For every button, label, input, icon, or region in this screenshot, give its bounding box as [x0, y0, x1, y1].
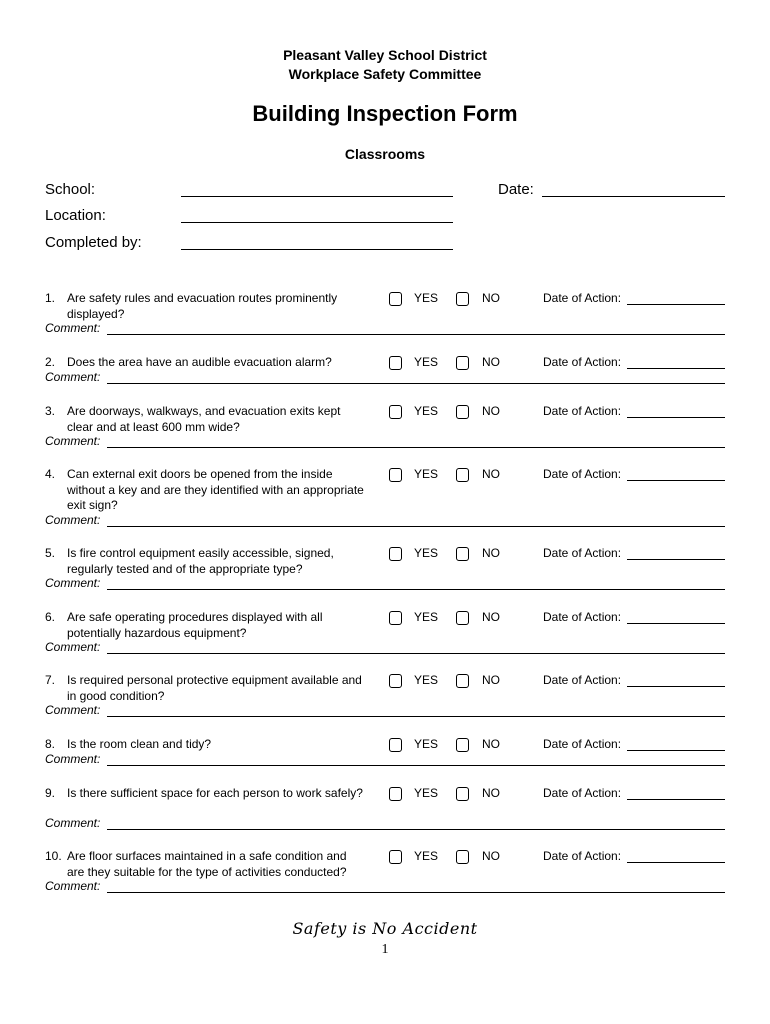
yes-label: YES	[414, 786, 439, 800]
comment-label: Comment:	[45, 434, 101, 448]
comment-label: Comment:	[45, 576, 101, 590]
date-of-action-label: Date of Action:	[543, 673, 622, 687]
question-text: Are doorways, walkways, and evacuation exits kept clear and at least 600 mm wide?	[67, 404, 341, 434]
question-number: 7.	[45, 673, 56, 687]
yes-label: YES	[414, 467, 439, 481]
question-number: 4.	[45, 467, 56, 481]
date-field[interactable]	[542, 196, 725, 197]
date-of-action-field[interactable]	[627, 623, 725, 624]
comment-label: Comment:	[45, 816, 101, 830]
date-of-action-label: Date of Action:	[543, 404, 622, 418]
date-of-action-label: Date of Action:	[543, 610, 622, 624]
no-checkbox[interactable]	[456, 850, 469, 864]
no-label: NO	[482, 610, 500, 624]
question-7	[45, 673, 770, 733]
question-9	[45, 786, 770, 846]
question-number: 1.	[45, 291, 56, 305]
yes-checkbox[interactable]	[389, 850, 402, 864]
yes-checkbox[interactable]	[389, 738, 402, 752]
no-checkbox[interactable]	[456, 547, 469, 561]
yes-label: YES	[414, 673, 439, 687]
question-number: 5.	[45, 546, 56, 560]
date-of-action-field[interactable]	[627, 750, 725, 751]
location-label: Location:	[45, 207, 106, 224]
yes-label: YES	[414, 404, 439, 418]
date-of-action-label: Date of Action:	[543, 546, 622, 560]
date-of-action-label: Date of Action:	[543, 849, 622, 863]
no-label: NO	[482, 786, 500, 800]
no-checkbox[interactable]	[456, 468, 469, 482]
date-of-action-field[interactable]	[627, 480, 725, 481]
comment-label: Comment:	[45, 879, 101, 893]
committee-name: Workplace Safety Committee	[288, 66, 482, 82]
question-text: Can external exit doors be opened from the inside without a key and are they identified with an appropriate exit sign?	[67, 467, 364, 512]
district-name: Pleasant Valley School District	[283, 47, 487, 63]
question-10	[45, 849, 770, 909]
question-4	[45, 467, 770, 527]
yes-label: YES	[414, 610, 439, 624]
date-of-action-field[interactable]	[627, 304, 725, 305]
date-of-action-field[interactable]	[627, 368, 725, 369]
comment-field[interactable]	[107, 589, 725, 590]
yes-label: YES	[414, 737, 439, 751]
yes-checkbox[interactable]	[389, 356, 402, 370]
date-of-action-field[interactable]	[627, 862, 725, 863]
no-checkbox[interactable]	[456, 292, 469, 306]
date-of-action-label: Date of Action:	[543, 291, 622, 305]
date-of-action-field[interactable]	[627, 799, 725, 800]
comment-label: Comment:	[45, 370, 101, 384]
no-checkbox[interactable]	[456, 738, 469, 752]
location-field[interactable]	[181, 222, 453, 223]
question-text: Does the area have an audible evacuation alarm?	[67, 355, 332, 369]
question-6	[45, 610, 770, 670]
comment-label: Comment:	[45, 703, 101, 717]
date-of-action-field[interactable]	[627, 686, 725, 687]
comment-field[interactable]	[107, 334, 725, 335]
yes-checkbox[interactable]	[389, 405, 402, 419]
question-3	[45, 404, 770, 464]
question-number: 6.	[45, 610, 56, 624]
question-number: 3.	[45, 404, 56, 418]
question-number: 8.	[45, 737, 56, 751]
no-label: NO	[482, 546, 500, 560]
question-text: Is required personal protective equipment available and in good condition?	[67, 673, 362, 703]
yes-checkbox[interactable]	[389, 611, 402, 625]
yes-label: YES	[414, 546, 439, 560]
question-text: Is fire control equipment easily accessible, signed, regularly tested and of the appropriate type?	[67, 546, 334, 576]
comment-field[interactable]	[107, 829, 725, 830]
question-1	[45, 291, 770, 351]
comment-field[interactable]	[107, 716, 725, 717]
yes-label: YES	[414, 355, 439, 369]
no-label: NO	[482, 355, 500, 369]
no-checkbox[interactable]	[456, 611, 469, 625]
date-of-action-field[interactable]	[627, 559, 725, 560]
no-label: NO	[482, 849, 500, 863]
question-text: Is the room clean and tidy?	[67, 737, 212, 751]
date-of-action-label: Date of Action:	[543, 355, 622, 369]
school-label: School:	[45, 181, 96, 198]
comment-label: Comment:	[45, 752, 101, 766]
form-subtitle: Classrooms	[344, 146, 426, 162]
question-number: 2.	[45, 355, 56, 369]
comment-label: Comment:	[45, 321, 101, 335]
yes-checkbox[interactable]	[389, 292, 402, 306]
question-text: Are floor surfaces maintained in a safe condition and are they suitable for the type of activities conducted?	[67, 849, 347, 879]
yes-checkbox[interactable]	[389, 787, 402, 801]
yes-checkbox[interactable]	[389, 468, 402, 482]
date-of-action-label: Date of Action:	[543, 786, 622, 800]
question-text: Are safe operating procedures displayed with all potentially hazardous equipment?	[67, 610, 323, 640]
page-number: 1	[381, 942, 389, 957]
date-of-action-field[interactable]	[627, 417, 725, 418]
comment-field[interactable]	[107, 892, 725, 893]
no-label: NO	[482, 737, 500, 751]
date-of-action-label: Date of Action:	[543, 467, 622, 481]
no-label: NO	[482, 673, 500, 687]
yes-label: YES	[414, 291, 439, 305]
no-label: NO	[482, 291, 500, 305]
comment-label: Comment:	[45, 640, 101, 654]
date-of-action-label: Date of Action:	[543, 737, 622, 751]
safety-motto: Safety is No Accident	[292, 919, 478, 938]
school-field[interactable]	[181, 196, 453, 197]
completed-by-label: Completed by:	[45, 234, 142, 251]
no-checkbox[interactable]	[456, 356, 469, 370]
no-checkbox[interactable]	[456, 787, 469, 801]
question-text: Is there sufficient space for each person to work safely?	[67, 786, 363, 800]
comment-field[interactable]	[107, 653, 725, 654]
comment-field[interactable]	[107, 447, 725, 448]
comment-field[interactable]	[107, 383, 725, 384]
comment-label: Comment:	[45, 513, 101, 527]
question-text: Are safety rules and evacuation routes prominently displayed?	[67, 291, 338, 321]
yes-checkbox[interactable]	[389, 674, 402, 688]
question-5	[45, 546, 770, 606]
no-label: NO	[482, 404, 500, 418]
no-checkbox[interactable]	[456, 405, 469, 419]
question-number: 9.	[45, 786, 56, 800]
comment-field[interactable]	[107, 765, 725, 766]
no-checkbox[interactable]	[456, 674, 469, 688]
no-label: NO	[482, 467, 500, 481]
question-number: 10.	[45, 849, 62, 863]
yes-label: YES	[414, 849, 439, 863]
completed-by-field[interactable]	[181, 249, 453, 250]
form-title: Building Inspection Form	[252, 101, 518, 126]
yes-checkbox[interactable]	[389, 547, 402, 561]
comment-field[interactable]	[107, 526, 725, 527]
date-label: Date:	[498, 181, 534, 198]
